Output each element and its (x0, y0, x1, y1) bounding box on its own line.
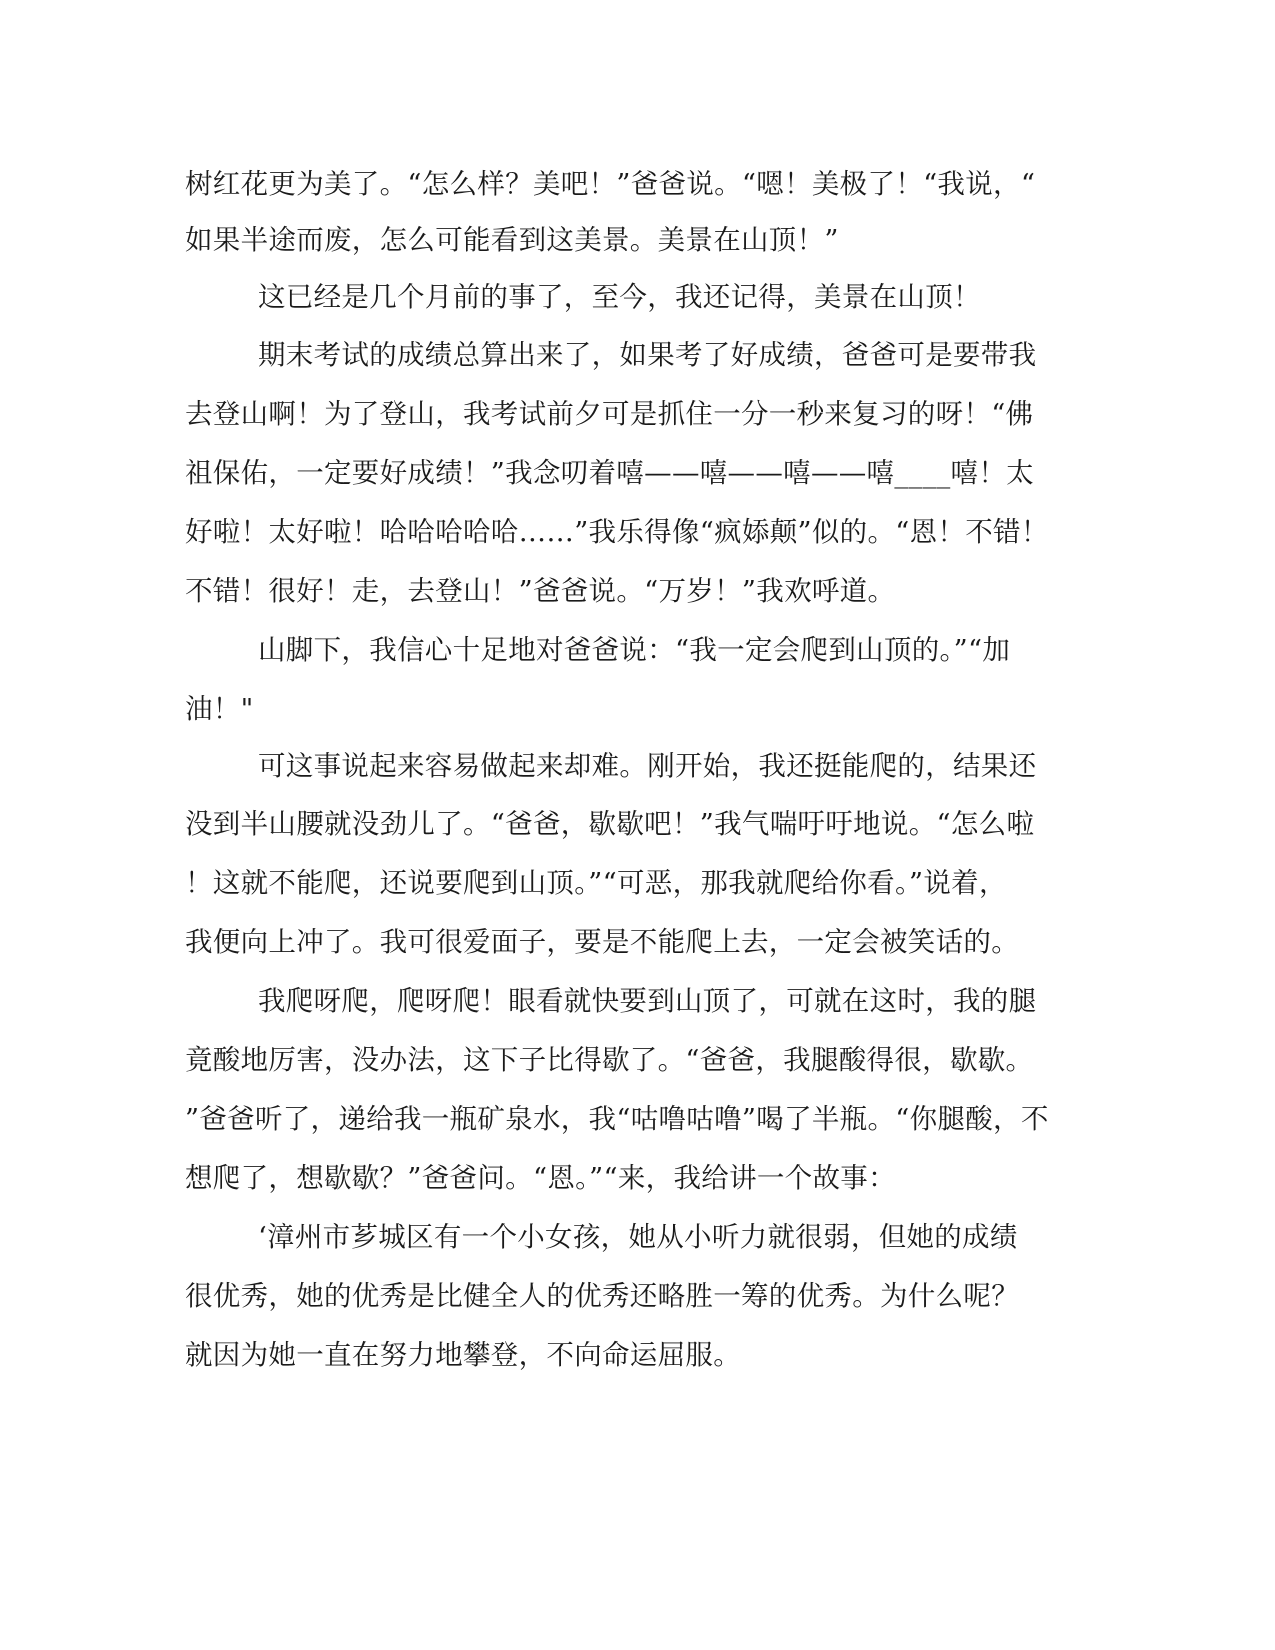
text-line: 想爬了，想歇歇？”爸爸问。“恩。”“来，我给讲一个故事： (185, 1162, 896, 1194)
text-line: 如果半途而废，怎么可能看到这美景。美景在山顶！” (185, 224, 839, 256)
text-line: 没到半山腰就没劲儿了。“爸爸，歇歇吧！”我气喘吁吁地说。“怎么啦 (185, 808, 1035, 840)
text-line: 不错！很好！走，去登山！”爸爸说。“万岁！”我欢呼道。 (185, 575, 896, 607)
text-line: 去登山啊！为了登山，我考试前夕可是抓住一分一秒来复习的呀！“佛 (185, 398, 1034, 430)
text-line: 期末考试的成绩总算出来了，如果考了好成绩，爸爸可是要带我 (258, 339, 1037, 371)
text-line: 这已经是几个月前的事了，至今，我还记得，美景在山顶！ (258, 281, 981, 313)
text-line: 好啦！太好啦！哈哈哈哈哈……”我乐得像“疯婖颠”似的。“恩！不错！ (185, 516, 1049, 548)
text-line: 可这事说起来容易做起来却难。刚开始，我还挺能爬的，结果还 (258, 750, 1037, 782)
text-line: ‘漳州市芗城区有一个小女孩，她从小听力就很弱，但她的成绩 (258, 1221, 1018, 1253)
text-line: 竟酸地厉害，没办法，这下子比得歇了。“爸爸，我腿酸得很，歇歇。 (185, 1044, 1034, 1076)
text-line: 树红花更为美了。“怎么样？美吧！”爸爸说。“嗯！美极了！“我说，“ (185, 168, 1036, 200)
text-line: 祖保佑，一定要好成绩！”我念叨着嘻——嘻——嘻——嘻____嘻！太 (185, 457, 1034, 489)
text-line: 山脚下，我信心十足地对爸爸说：“我一定会爬到山顶的。”“加 (258, 634, 1011, 666)
text-line: 油！" (185, 693, 254, 725)
text-line: 很优秀，她的优秀是比健全人的优秀还略胜一筹的优秀。为什么呢？ (185, 1280, 1019, 1312)
text-line: 我便向上冲了。我可很爱面子，要是不能爬上去，一定会被笑话的。 (185, 926, 1019, 958)
text-line: ！这就不能爬，还说要爬到山顶。”“可恶，那我就爬给你看。”说着， (185, 867, 1007, 899)
text-line: 就因为她一直在努力地攀登，不向命运屈服。 (185, 1339, 741, 1371)
text-line: 我爬呀爬，爬呀爬！眼看就快要到山顶了，可就在这时，我的腿 (258, 985, 1037, 1017)
text-line: ”爸爸听了，递给我一瓶矿泉水，我“咕噜咕噜”喝了半瓶。“你腿酸，不 (185, 1103, 1049, 1135)
